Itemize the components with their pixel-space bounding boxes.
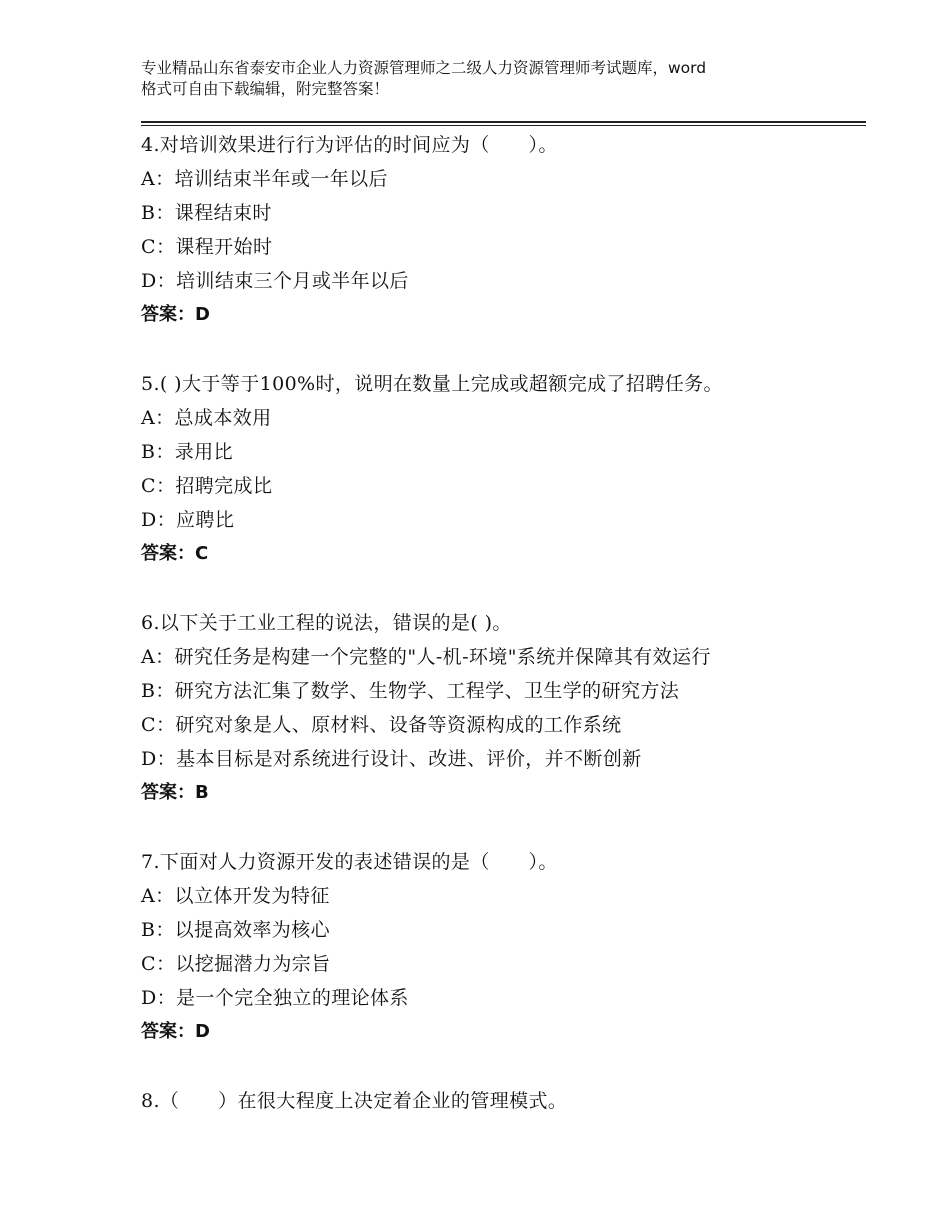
option-c: C：以挖掘潜力为宗旨 (141, 953, 331, 975)
document-header (141, 58, 841, 100)
question-stem: 6.以下关于工业工程的说法，错误的是( )。 (141, 612, 512, 634)
option-b: B：录用比 (141, 441, 233, 463)
question-stem: 4.对培训效果进行行为评估的时间应为（ ）。 (141, 134, 558, 156)
option-a: A：以立体开发为特征 (141, 885, 330, 907)
question-spacer (141, 332, 881, 367)
question-spacer (141, 1049, 881, 1084)
option-b: B：研究方法汇集了数学、生物学、工程学、卫生学的研究方法 (141, 680, 680, 702)
answer-line: 答案：B (141, 782, 209, 803)
header-divider-thick (141, 121, 866, 123)
option-a: A：培训结束半年或一年以后 (141, 168, 388, 190)
header-line-1: 专业精品山东省泰安市企业人力资源管理师之二级人力资源管理师考试题库，word (141, 59, 707, 77)
question-6 (141, 606, 881, 810)
option-c: C：课程开始时 (141, 236, 273, 258)
header-divider-thin (141, 125, 866, 126)
option-a: A：研究任务是构建一个完整的"人-机-环境"系统并保障其有效运行 (141, 646, 711, 668)
option-d: D：培训结束三个月或半年以后 (141, 270, 409, 292)
question-5 (141, 367, 881, 571)
option-c: C：研究对象是人、原材料、设备等资源构成的工作系统 (141, 714, 622, 736)
header-line-2: 格式可自由下载编辑，附完整答案！ (141, 80, 390, 98)
option-d: D：应聘比 (141, 509, 235, 531)
question-list (141, 128, 881, 1118)
question-8 (141, 1084, 881, 1118)
question-stem: 5.( )大于等于100%时，说明在数量上完成或超额完成了招聘任务。 (141, 373, 723, 395)
question-spacer (141, 810, 881, 845)
option-c: C：招聘完成比 (141, 475, 273, 497)
question-stem: 8.（ ）在很大程度上决定着企业的管理模式。 (141, 1090, 568, 1112)
answer-line: 答案：D (141, 1021, 210, 1042)
question-spacer (141, 571, 881, 606)
option-b: B：以提高效率为核心 (141, 919, 330, 941)
option-a: A：总成本效用 (141, 407, 272, 429)
question-7 (141, 845, 881, 1049)
answer-line: 答案：D (141, 304, 210, 325)
question-stem: 7.下面对人力资源开发的表述错误的是（ ）。 (141, 851, 558, 873)
option-d: D：是一个完全独立的理论体系 (141, 987, 409, 1009)
option-d: D：基本目标是对系统进行设计、改进、评价，并不断创新 (141, 748, 642, 770)
option-b: B：课程结束时 (141, 202, 272, 224)
question-4 (141, 128, 881, 332)
answer-line: 答案：C (141, 543, 209, 564)
